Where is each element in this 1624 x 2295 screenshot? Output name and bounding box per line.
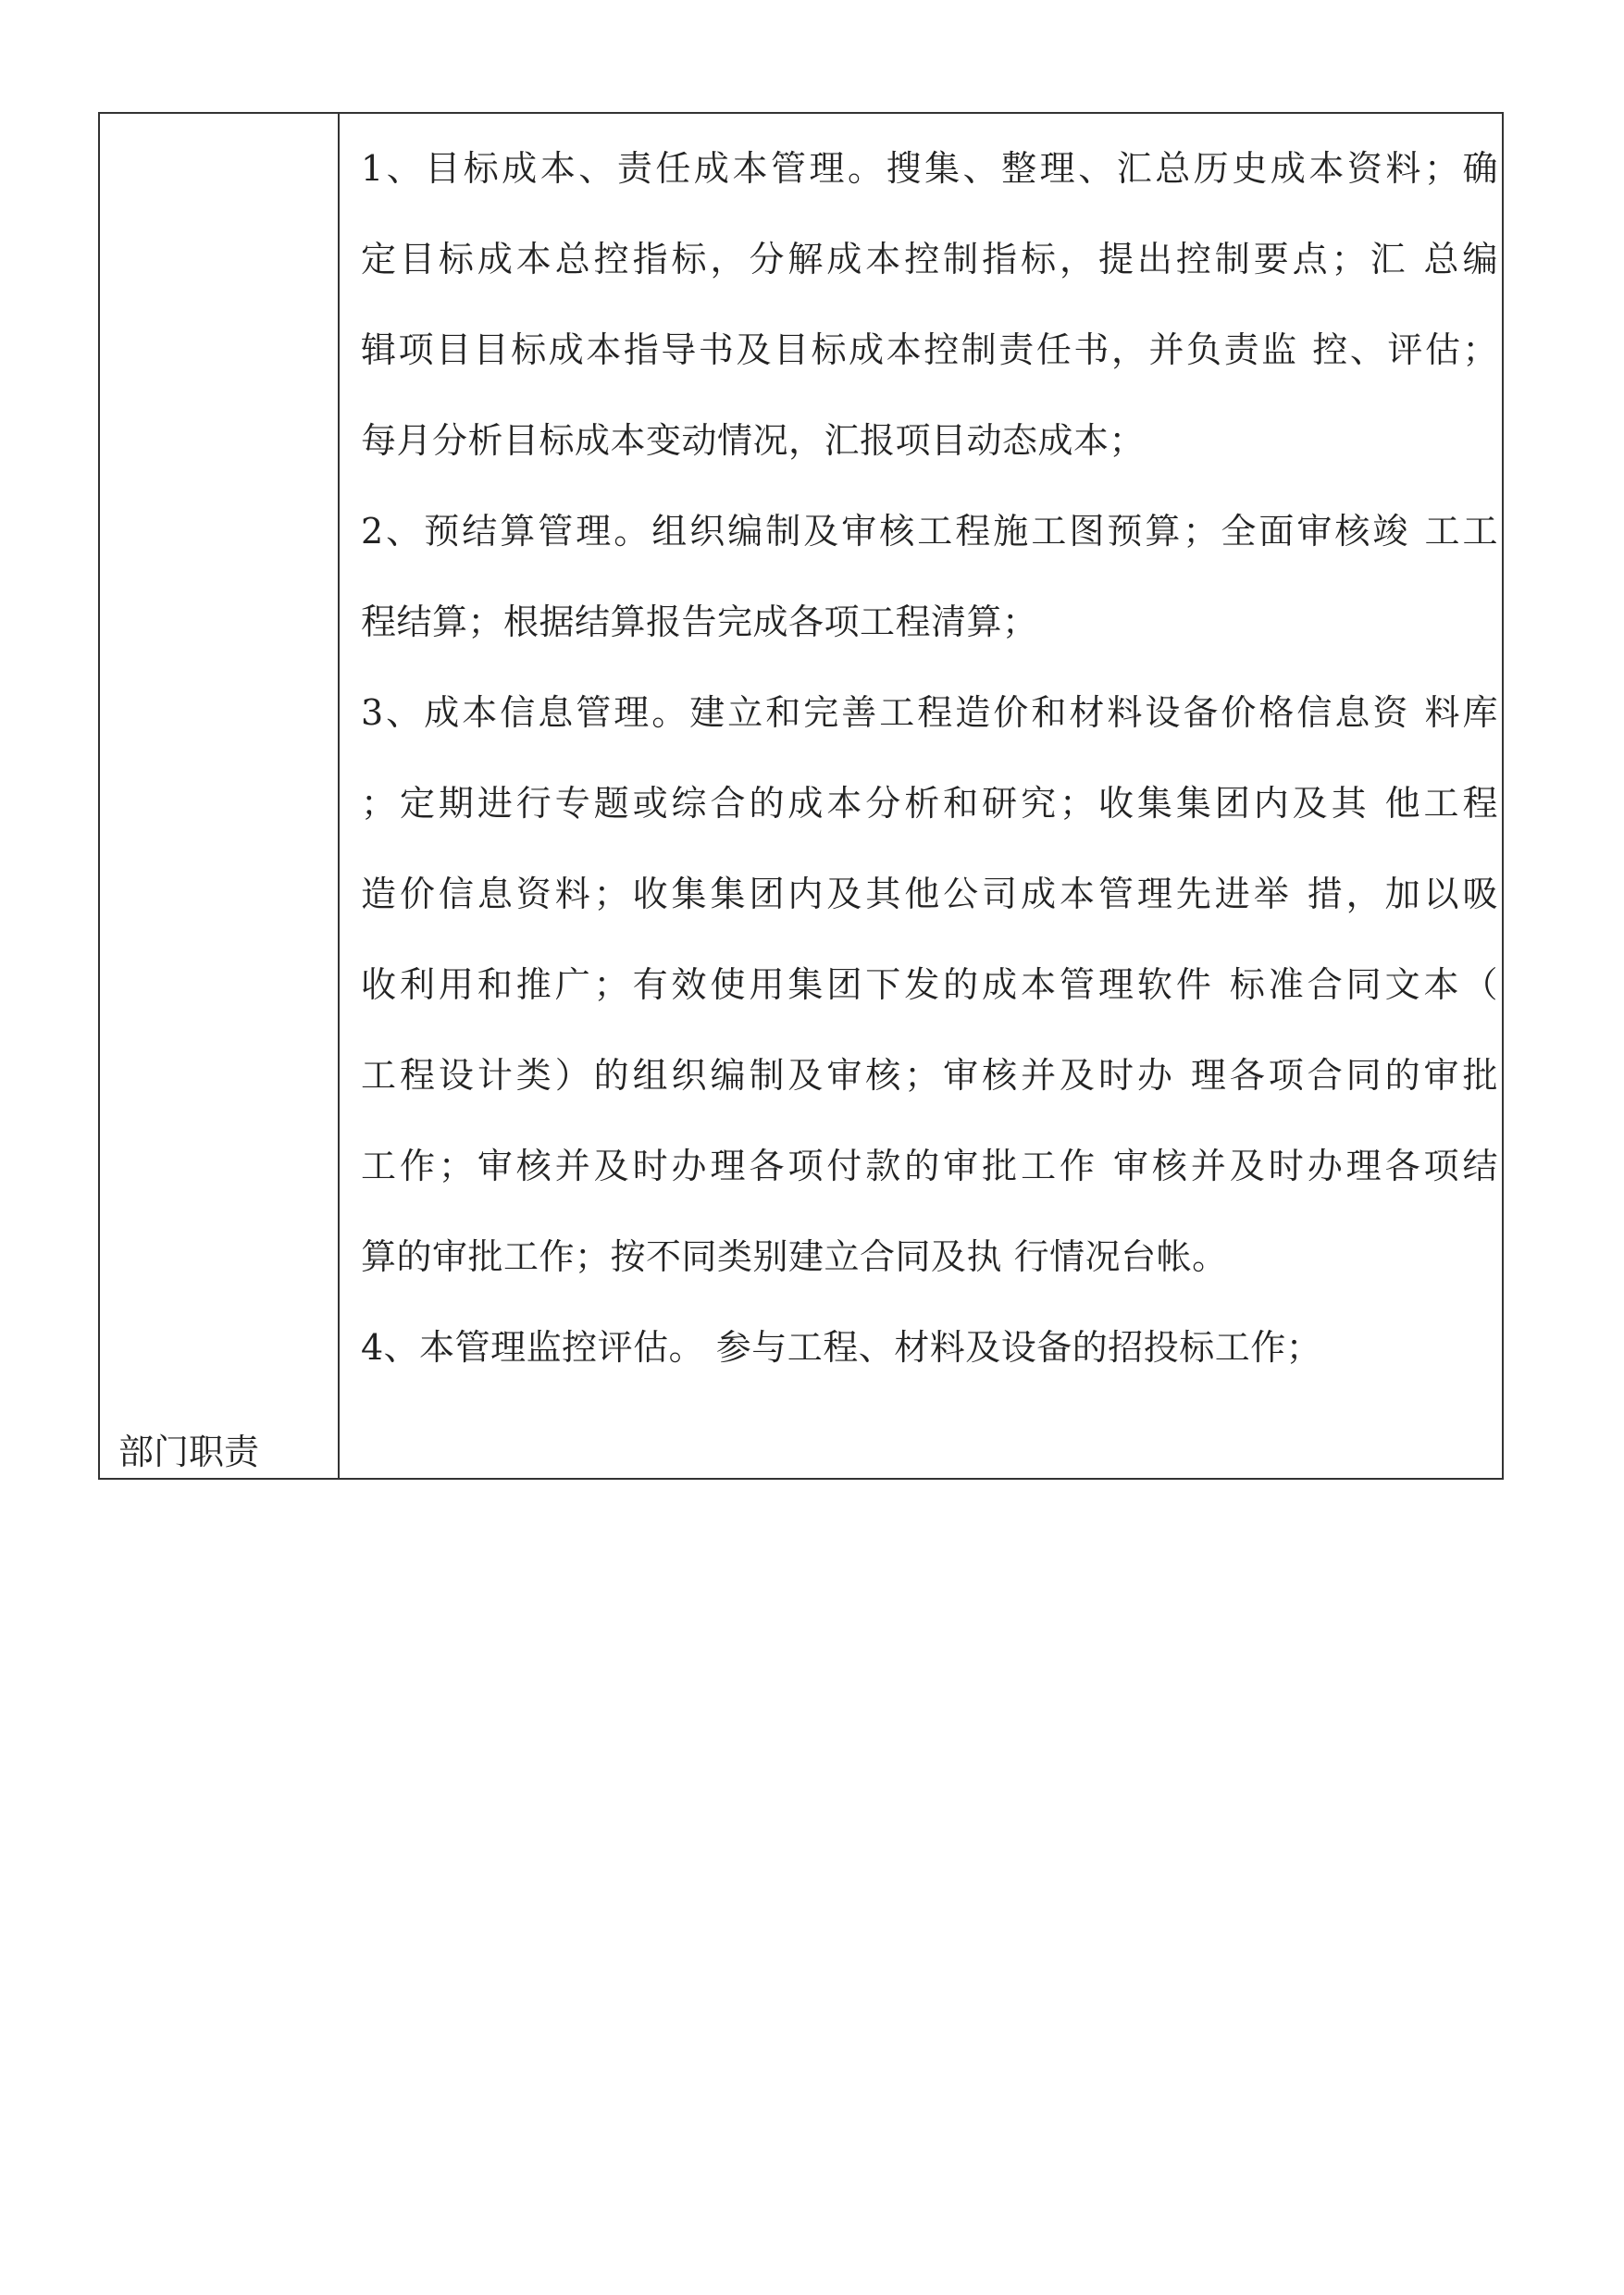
duty-line: 每月分析目标成本变动情况，汇报项目动态成本；: [361, 420, 1146, 461]
duty-line: 3、成本信息管理。建立和完善工程造价和材料设备价格信息资 料库: [361, 692, 1498, 733]
duty-line: ；定期进行专题或综合的成本分析和研究；收集集团内及其 他工程: [361, 783, 1498, 824]
duty-line: 定目标成本总控指标，分解成本控制指标，提出控制要点；汇 总编: [361, 239, 1498, 279]
duty-line: 收利用和推广；有效使用集团下发的成本管理软件 标准合同文本（: [361, 964, 1498, 1005]
label-cell: [100, 114, 340, 1478]
duty-line: 程结算；根据结算报告完成各项工程清算；: [361, 602, 1038, 642]
department-duty-table: [98, 112, 1504, 1480]
duty-line: 4、本管理监控评估。 参与工程、材料及设备的招投标工作；: [361, 1327, 1322, 1368]
duty-line: 工程设计类）的组织编制及审核；审核并及时办 理各项合同的审批: [361, 1055, 1498, 1096]
duty-line: 1、目标成本、责任成本管理。搜集、整理、汇总历史成本资料；确: [361, 148, 1498, 189]
duty-content-cell: [340, 114, 1502, 1478]
duty-line: 2、预结算管理。组织编制及审核工程施工图预算；全面审核竣 工工: [361, 511, 1498, 552]
duty-line: 工作；审核并及时办理各项付款的审批工作 审核并及时办理各项结: [361, 1146, 1498, 1186]
duty-line: 辑项目目标成本指导书及目标成本控制责任书，并负责监 控、评估；: [361, 329, 1498, 370]
department-duty-label: 部门职责: [118, 1432, 260, 1472]
duty-line: 算的审批工作；按不同类别建立合同及执 行情况台帐。: [361, 1236, 1228, 1277]
duty-line: 造价信息资料；收集集团内及其他公司成本管理先进举 措，加以吸: [361, 874, 1498, 914]
